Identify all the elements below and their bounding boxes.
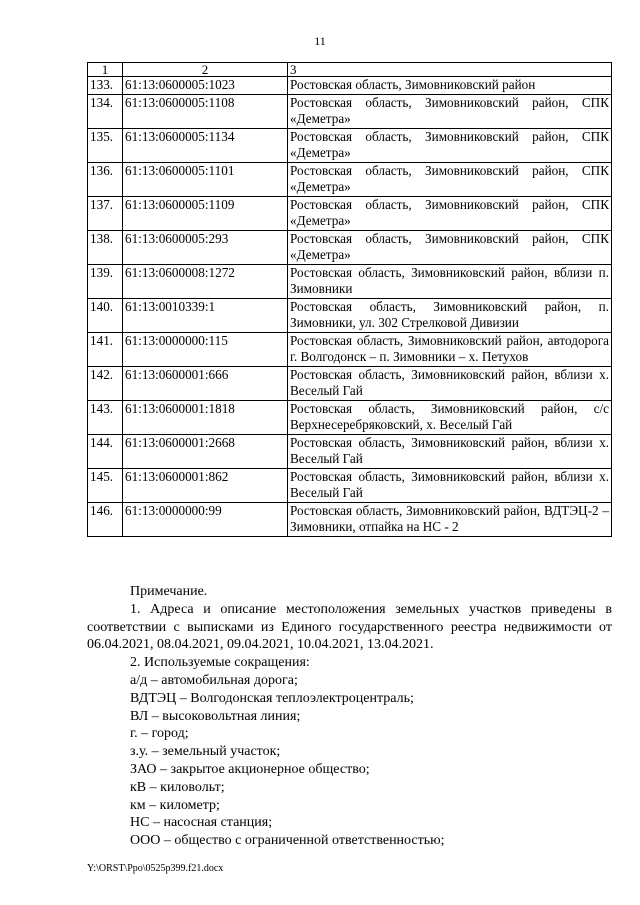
header-cell-number: 1: [88, 63, 123, 77]
abbreviation-item: кВ – киловольт;: [130, 779, 225, 795]
address-cell: Ростовская область, Зимовниковский район, СПК «Деметра»: [288, 162, 612, 196]
address-cell: Ростовская область, Зимовниковский район, вблизи х. Веселый Гай: [288, 468, 612, 502]
abbreviation-item: км – километр;: [130, 797, 220, 813]
row-number: 133.: [88, 77, 123, 95]
row-number: 135.: [88, 128, 123, 162]
address-cell: Ростовская область, Зимовниковский район, вблизи х. Веселый Гай: [288, 366, 612, 400]
land-plots-table: [87, 62, 612, 537]
address-cell: Ростовская область, Зимовниковский район, с/с Верхнесеребряковский, х. Веселый Гай: [288, 400, 612, 434]
abbreviation-item: ООО – общество с ограниченной ответственностью;: [130, 833, 445, 849]
table-row: [88, 196, 612, 230]
cadastral-number: 61:13:0600005:1109: [123, 196, 288, 230]
abbreviation-item: ВЛ – высоковольтная линия;: [130, 708, 301, 724]
cadastral-number: 61:13:0000000:115: [123, 332, 288, 366]
cadastral-number: 61:13:0600005:1134: [123, 128, 288, 162]
table-row: [88, 77, 612, 95]
row-number: 141.: [88, 332, 123, 366]
table-row: [88, 230, 612, 264]
row-number: 145.: [88, 468, 123, 502]
row-number: 137.: [88, 196, 123, 230]
address-cell: Ростовская область, Зимовниковский район, СПК «Деметра»: [288, 230, 612, 264]
table-row: [88, 332, 612, 366]
table-row: [88, 162, 612, 196]
row-number: 140.: [88, 298, 123, 332]
note-item-1: 1. Адреса и описание местоположения земельных участков приведены в соответствии с выписками из Единого государственного реестра недвижимости от 06.04.2021, 08.04.2021, 09.04.2021, 10.04.2021, 13.04.2021.: [87, 601, 612, 653]
file-path-footer: Y:\ORST\Ppo\0525p399.f21.docx: [87, 863, 224, 874]
table-row: [88, 298, 612, 332]
cadastral-number: 61:13:0600005:1023: [123, 77, 288, 95]
header-cell-cadastral: 2: [123, 63, 288, 77]
abbreviation-item: НС – насосная станция;: [130, 815, 273, 831]
cadastral-number: 61:13:0600008:1272: [123, 264, 288, 298]
address-cell: Ростовская область, Зимовниковский район, СПК «Деметра»: [288, 196, 612, 230]
row-number: 142.: [88, 366, 123, 400]
row-number: 146.: [88, 502, 123, 536]
cadastral-number: 61:13:0600001:862: [123, 468, 288, 502]
header-cell-address: 3: [288, 63, 612, 77]
address-cell: Ростовская область, Зимовниковский район, п. Зимовники, ул. 302 Стрелковой Дивизии: [288, 298, 612, 332]
cadastral-number: 61:13:0600001:2668: [123, 434, 288, 468]
address-cell: Ростовская область, Зимовниковский район, автодорога г. Волгодонск – п. Зимовники – х. Петухов: [288, 332, 612, 366]
row-number: 136.: [88, 162, 123, 196]
table-row: [88, 94, 612, 128]
table-row: [88, 400, 612, 434]
cadastral-number: 61:13:0600001:666: [123, 366, 288, 400]
note-item-2: 2. Используемые сокращения:: [130, 655, 310, 671]
table-row: [88, 502, 612, 536]
abbreviation-item: ВДТЭЦ – Волгодонская теплоэлектроцентраль;: [130, 690, 414, 706]
cadastral-number: 61:13:0600005:1108: [123, 94, 288, 128]
cadastral-number: 61:13:0010339:1: [123, 298, 288, 332]
row-number: 139.: [88, 264, 123, 298]
table-row: [88, 434, 612, 468]
cadastral-number: 61:13:0600005:293: [123, 230, 288, 264]
address-cell: Ростовская область, Зимовниковский район, СПК «Деметра»: [288, 128, 612, 162]
address-cell: Ростовская область, Зимовниковский район, ВДТЭЦ-2 – Зимовники, отпайка на НС - 2: [288, 502, 612, 536]
address-cell: Ростовская область, Зимовниковский район, вблизи п. Зимовники: [288, 264, 612, 298]
abbreviation-item: ЗАО – закрытое акционерное общество;: [130, 761, 370, 777]
table-row: [88, 366, 612, 400]
table-row: [88, 468, 612, 502]
cadastral-number: 61:13:0600005:1101: [123, 162, 288, 196]
row-number: 144.: [88, 434, 123, 468]
abbreviation-item: а/д – автомобильная дорога;: [130, 672, 298, 688]
abbreviation-item: з.у. – земельный участок;: [130, 744, 281, 760]
abbreviation-list: [87, 672, 612, 850]
table-row: [88, 264, 612, 298]
address-cell: Ростовская область, Зимовниковский район, вблизи х. Веселый Гай: [288, 434, 612, 468]
abbreviation-item: г. – город;: [130, 726, 189, 742]
notes-section: [87, 583, 612, 850]
address-cell: Ростовская область, Зимовниковский район, СПК «Деметра»: [288, 94, 612, 128]
notes-title: Примечание.: [130, 584, 208, 599]
table-row: [88, 128, 612, 162]
cadastral-number: 61:13:0600001:1818: [123, 400, 288, 434]
cadastral-number: 61:13:0000000:99: [123, 502, 288, 536]
row-number: 143.: [88, 400, 123, 434]
address-cell: Ростовская область, Зимовниковский район: [288, 77, 612, 95]
table-header-row: [88, 63, 612, 77]
page-number: 11: [314, 34, 326, 48]
row-number: 134.: [88, 94, 123, 128]
row-number: 138.: [88, 230, 123, 264]
